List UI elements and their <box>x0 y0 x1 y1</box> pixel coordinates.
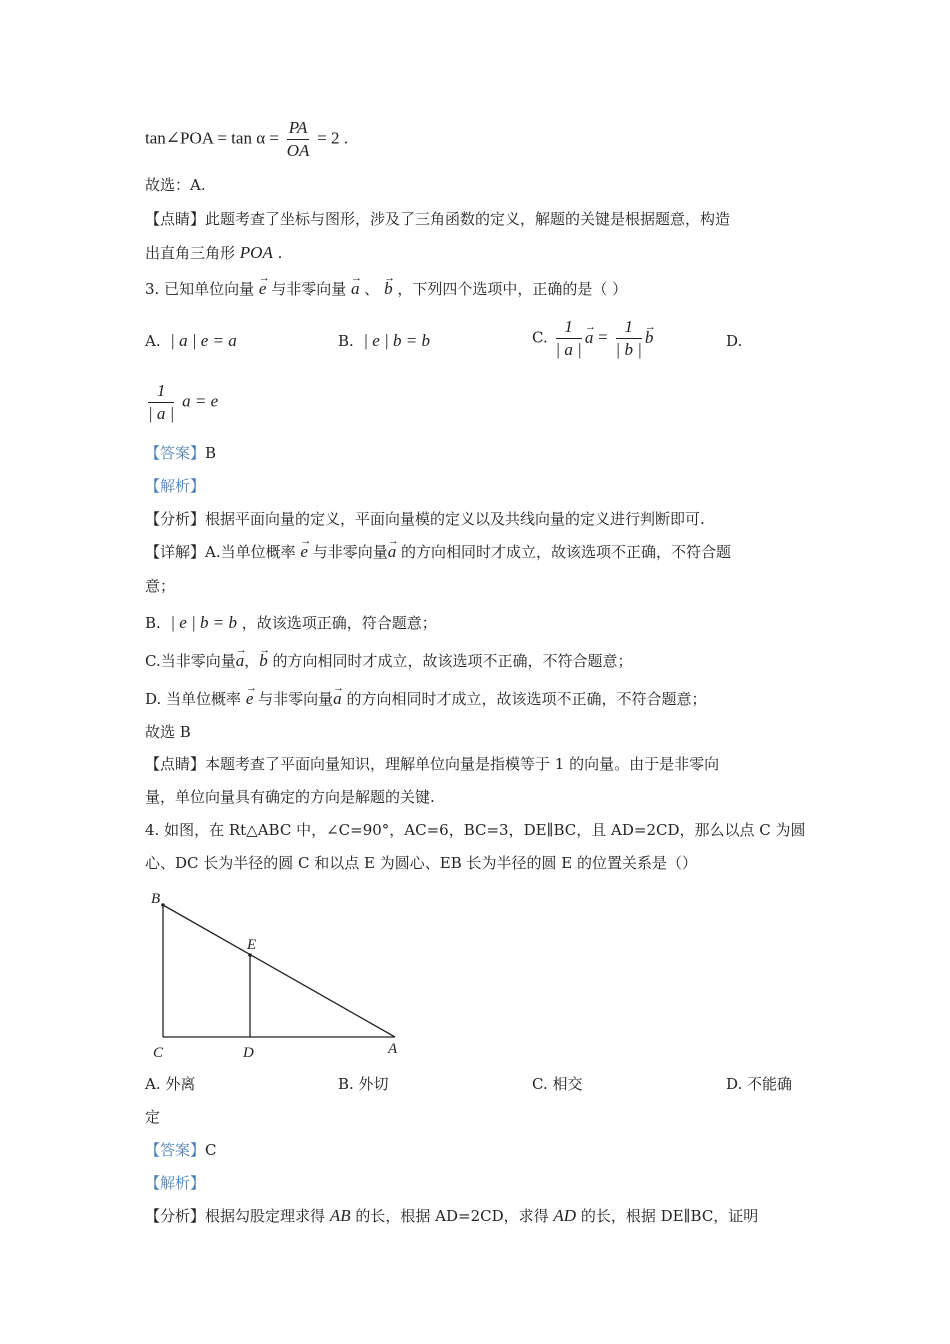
q3-xjD-vec-e: → e <box>246 688 254 710</box>
vector-e: → e <box>259 278 267 300</box>
q3-xiangjie-line1 <box>145 541 731 563</box>
label-b: B <box>151 891 161 907</box>
q3-xjB-expr: | e | b = b <box>170 613 237 632</box>
q2-comment-line1 <box>145 208 730 230</box>
q4-fenxi-b: 的长，根据 AD=2CD，求得 <box>355 1207 549 1225</box>
q4-analysis-tag: 【解析】 <box>145 1174 206 1192</box>
q3-option-a-expr: | a | e = a <box>170 331 237 350</box>
q4-option-d-cont: 定 <box>145 1108 161 1126</box>
q4-option-c: C. 相交 <box>532 1075 583 1093</box>
tan-lhs: tan∠POA = tan α = <box>145 128 279 148</box>
q4-answer <box>145 1139 217 1161</box>
q3-fenxi-text: 根据平面向量的定义，平面向量模的定义以及共线向量的定义进行判断即可. <box>205 510 705 528</box>
q3-option-a <box>145 330 237 352</box>
q2-conclusion: 故选：A. <box>145 176 206 194</box>
q3-xj1b: 与非零向量 <box>312 543 388 561</box>
q4-option-a: A. 外离 <box>145 1075 196 1093</box>
q3-xjC-sep: ， <box>244 652 260 670</box>
q3-option-d-frac <box>148 380 174 425</box>
q3-option-d-rest: a = e <box>182 391 219 411</box>
q3-dj1: 本题考查了平面向量知识，理解单位向量是指模等于 1 的向量。由于是非零向 <box>205 755 720 773</box>
q3-xjD-a: D. 当单位概率 <box>145 690 242 708</box>
q3-xjC-vec-a: → a <box>236 650 245 672</box>
q2-comment-text2a: 出直角三角形 <box>145 244 236 262</box>
tan-den: OA <box>286 141 310 160</box>
q4-option-b: B. 外切 <box>338 1075 389 1093</box>
q3-option-a-label: A. <box>145 332 161 350</box>
label-c: C <box>153 1045 164 1061</box>
q3-option-b-expr: | e | b = b <box>363 331 430 350</box>
tan-fraction <box>287 117 310 162</box>
q3-option-c-num2: 1 <box>616 316 642 339</box>
tan-num: PA <box>287 117 310 140</box>
label-e: E <box>247 937 257 953</box>
label-a: A <box>388 1041 398 1057</box>
q3-xjD-c: 的方向相同时才成立，故该选项不正确，不符合题意； <box>346 690 707 708</box>
q3-xj1-vec-a: → a <box>388 541 397 563</box>
q4-answer-tag: 【答案】 <box>145 1141 206 1159</box>
q2-comment-text2b: . <box>277 244 283 262</box>
tan-formula <box>145 117 348 162</box>
q3-option-c-num1: 1 <box>556 316 582 339</box>
vector-b: → b <box>384 278 393 300</box>
q3-option-c-vec-a: → a <box>585 327 594 349</box>
q4-fenxi-a: 根据勾股定理求得 <box>205 1207 326 1225</box>
q3-xiangjie-d <box>145 688 706 710</box>
q3-xjD-vec-a: → a <box>333 688 342 710</box>
label-d: D <box>243 1045 254 1061</box>
q3-option-c <box>532 316 653 361</box>
q3-xjC-a: C.当非零向量 <box>145 652 236 670</box>
q3-dianjing-line1 <box>145 753 719 775</box>
q2-comment-text1: 此题考查了坐标与图形，涉及了三角函数的定义，解题的关键是根据题意，构造 <box>205 210 731 228</box>
q3-xj1-vec-e: → e <box>300 541 308 563</box>
q3-option-c-den1: | a | <box>555 340 582 359</box>
q3-answer-value: B <box>205 444 217 462</box>
q3-stem <box>145 278 627 300</box>
q3-answer <box>145 442 216 464</box>
q3-xjB-label: B. <box>145 614 161 632</box>
q3-option-d-num: 1 <box>148 380 174 403</box>
q4-answer-value: C <box>205 1141 217 1159</box>
q4-stem-line2: 心、DC 长为半径的圆 C 和以点 E 为圆心、EB 长为半径的圆 E 的位置关系是（） <box>145 854 698 872</box>
point-b <box>161 903 165 907</box>
vector-a: → a <box>351 278 360 300</box>
q3-option-c-frac1 <box>556 316 582 361</box>
q3-stem-a: 3. 已知单位向量 <box>145 280 255 298</box>
q3-dianjing-tag: 【点睛】 <box>145 755 206 773</box>
q3-choose: 故选 B <box>145 723 191 741</box>
q3-xjD-b: 与非零向量 <box>258 690 334 708</box>
q3-option-d-den: | a | <box>148 404 175 423</box>
q3-stem-b: 与非零向量 <box>271 280 347 298</box>
point-e <box>248 953 252 957</box>
q3-option-d <box>145 380 218 425</box>
q3-xj1a: A.当单位概率 <box>205 543 296 561</box>
q3-fenxi <box>145 508 705 530</box>
q3-xiangjie-c <box>145 650 633 672</box>
q2-comment-line2 <box>145 242 282 264</box>
q4-fenxi <box>145 1205 758 1227</box>
q3-option-c-label: C. <box>532 328 548 347</box>
q4-option-d: D. 不能确 <box>726 1075 793 1093</box>
q4-fenxi-c: 的长，根据 DE∥BC，证明 <box>580 1207 759 1225</box>
q3-xiangjie-tag: 【详解】 <box>145 543 206 561</box>
q3-option-d-label: D. <box>726 332 743 350</box>
q3-xiangjie-b <box>145 612 437 634</box>
q4-fenxi-tag: 【分析】 <box>145 1207 206 1225</box>
q4-fenxi-math-ab: AB <box>329 1206 351 1225</box>
q3-option-b <box>338 330 430 352</box>
q3-sep: 、 <box>364 280 380 298</box>
q3-option-b-label: B. <box>338 332 354 350</box>
q3-stem-c: ，下列四个选项中，正确的是（ ） <box>397 280 628 298</box>
q3-answer-tag: 【答案】 <box>145 444 206 462</box>
q3-option-c-frac2 <box>616 316 642 361</box>
q2-comment-math: POA <box>239 243 273 262</box>
triangle-figure <box>145 885 415 1065</box>
q3-dianjing-line2: 量，单位向量具有确定的方向是解题的关键. <box>145 788 435 806</box>
q3-option-c-vec-b: → b <box>645 327 654 349</box>
q3-xiangjie-line2: 意； <box>145 577 176 595</box>
q4-fenxi-math-ad: AD <box>553 1206 577 1225</box>
q3-option-c-eq: = <box>598 327 608 347</box>
q3-analysis-tag: 【解析】 <box>145 477 206 495</box>
tan-rhs: = 2 . <box>317 128 349 148</box>
q3-xj1c: 的方向相同时才成立，故该选项不正确，不符合题 <box>401 543 732 561</box>
q2-comment-tag: 【点睛】 <box>145 210 206 228</box>
q3-option-c-den2: | b | <box>615 340 642 359</box>
q3-xjB-text: ，故该选项正确，符合题意； <box>241 614 437 632</box>
segment-ba <box>163 905 395 1037</box>
q4-stem-line1: 4. 如图，在 Rt△ABC 中，∠C=90°，AC=6，BC=3，DE∥BC，且 AD=2CD，那么以点 C 为圆 <box>145 821 806 839</box>
q3-xjC-b: 的方向相同时才成立，故该选项不正确，不符合题意； <box>272 652 633 670</box>
q3-fenxi-tag: 【分析】 <box>145 510 206 528</box>
q3-xjC-vec-b: → b <box>259 650 268 672</box>
